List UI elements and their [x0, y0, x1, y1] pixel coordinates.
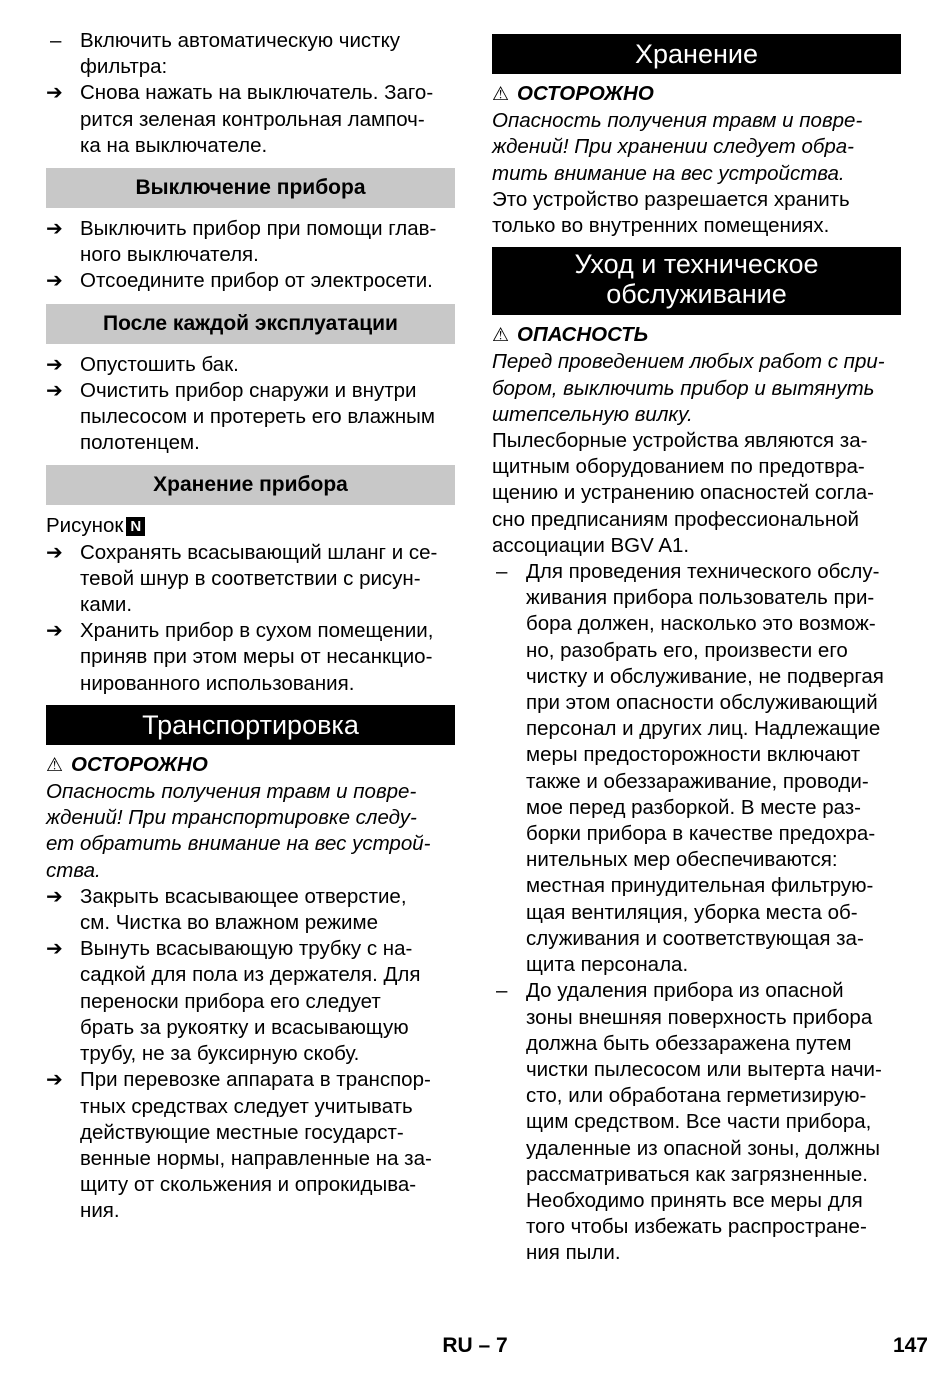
danger-text: Перед проведением любых работ с при- бором, выключить прибор и вытянуть штепсельную вилку. — [492, 350, 885, 426]
list-item: ➔ Сохранять всасывающий шланг и се- тевой шнур в соответствии с рисун- ками. — [46, 540, 438, 617]
arrow-right-icon: ➔ — [46, 82, 63, 105]
list-item: – До удаления прибора из опасной зоны внешняя поверхность прибора должна быть обеззаражена путем чистки пылесосом или вытерта начи- сто, или обработана герметизирую- щим средством. Все части прибора, удаленные из опасной зоны, должны рассматриваться как загрязненные. Необходимо принять все меры для того чтобы избежать распростране- ния пыли. — [492, 978, 901, 1266]
figure-ref-badge: N — [126, 517, 145, 536]
paragraph: Пылесборные устройства являются за- щитным оборудованием по предотвра- щению и устранению опасностей согла- сно предписаниям профессиональной ассоциации BGV A1. — [492, 429, 874, 557]
section-heading-device-storage: Хранение прибора — [46, 465, 455, 505]
warning-triangle-icon: ⚠ — [46, 754, 64, 776]
list-item — [46, 80, 455, 159]
list-item: ➔ Закрыть всасывающее отверстие, см. Чистка во влажном режиме — [46, 884, 407, 935]
list-item: ➔ Вынуть всасывающую трубку с на- садкой для пола из держателя. Для переноски прибора его следует брать за рукоятку и всасывающую трубу, не за буксирную скобу. — [46, 937, 421, 1066]
chapter-heading-care-maintenance: Уход и техническое обслуживание — [492, 247, 901, 315]
arrow-right-icon: ➔ — [46, 885, 63, 908]
list-item: – Для проведения технического обслу- живания прибора пользователь при- бора должен, насколько это возмож- но, разобрать его, произвести его чистку и обслуживание, не подвергая при этом опасности обслуживающий персонал и других лиц. Надлежащие меры предосторожности включают также и обеззараживание, проводи- мое перед разборкой. В месте раз- борки прибора в качестве предохра- нительных мер обеспечиваются: местная принудительная фильтрую- щая вентиляция, уборка места об- служивания и соответствующая за- щита персонала. — [492, 559, 901, 978]
chapter-heading-storage: Хранение — [492, 34, 901, 74]
warning-triangle-icon: ⚠ — [492, 84, 510, 105]
list-item: ➔ Опустошить бак. — [46, 352, 455, 378]
intro-dash-text: Включить автоматическую чистку фильтра: — [80, 29, 401, 79]
list-item: ➔ Хранить прибор в сухом помещении, приняв при этом меры от несанкцио- нированного использования. — [46, 619, 434, 695]
dash-marker: – — [496, 979, 508, 1003]
warning-text: Опасность получения травм и повре- ждений! При хранении следует обра- тить внимание на вес устройства. — [492, 109, 863, 185]
arrow-right-icon: ➔ — [46, 218, 63, 241]
warning-text: Опасность получения травм и повре- ждений! При транспортировке следу- ет обратить внимание на вес устрой- ства. — [46, 780, 431, 882]
warning-title: ⚠ ОСТОРОЖНО — [46, 752, 208, 776]
arrow-right-icon: ➔ — [46, 541, 63, 564]
dash-marker: – — [50, 29, 62, 52]
arrow-right-icon: ➔ — [46, 353, 63, 376]
list-item: ➔ Очистить прибор снаружи и внутри пылесосом и протереть его влажным полотенцем. — [46, 378, 435, 455]
arrow-right-icon: ➔ — [46, 379, 63, 402]
warning-title: ⚠ ОСТОРОЖНО — [492, 82, 654, 105]
paragraph: Это устройство разрешается хранить только во внутренних помещениях. — [492, 187, 850, 238]
footer-section-label: RU – 7 — [442, 1334, 508, 1357]
arrow-right-icon: ➔ — [46, 270, 63, 293]
page-number: 147 — [892, 1334, 928, 1357]
figure-label: Рисунок — [46, 514, 124, 538]
left-column — [46, 28, 455, 1225]
intro-arrow-text: Снова нажать на выключатель. Заго- рится зеленая контрольная лампоч- ка на выключателе. — [80, 81, 434, 157]
arrow-right-icon: ➔ — [46, 620, 63, 643]
danger-title: ⚠ ОПАСНОСТЬ — [492, 323, 649, 347]
figure-reference — [46, 513, 455, 539]
list-item: ➔ При перевозке аппарата в транспор- тных средствах следует учитывать действующие местные государст- венные нормы, направленные на за- щиту от скольжения и опрокидыва- ния. — [46, 1068, 432, 1223]
arrow-right-icon: ➔ — [46, 1069, 63, 1092]
chapter-heading-transport: Транспортировка — [46, 705, 455, 745]
arrow-right-icon: ➔ — [46, 938, 63, 961]
section-heading-after-use: После каждой эксплуатации — [46, 304, 455, 344]
list-item: ➔ Отсоедините прибор от электросети. — [46, 268, 455, 294]
warning-triangle-icon: ⚠ — [492, 325, 510, 347]
section-heading-switch-off: Выключение прибора — [46, 168, 455, 208]
right-column — [492, 28, 901, 1267]
dash-marker: – — [496, 560, 508, 584]
list-item — [46, 28, 455, 80]
list-item: ➔ Выключить прибор при помощи глав- ного выключателя. — [46, 217, 437, 267]
